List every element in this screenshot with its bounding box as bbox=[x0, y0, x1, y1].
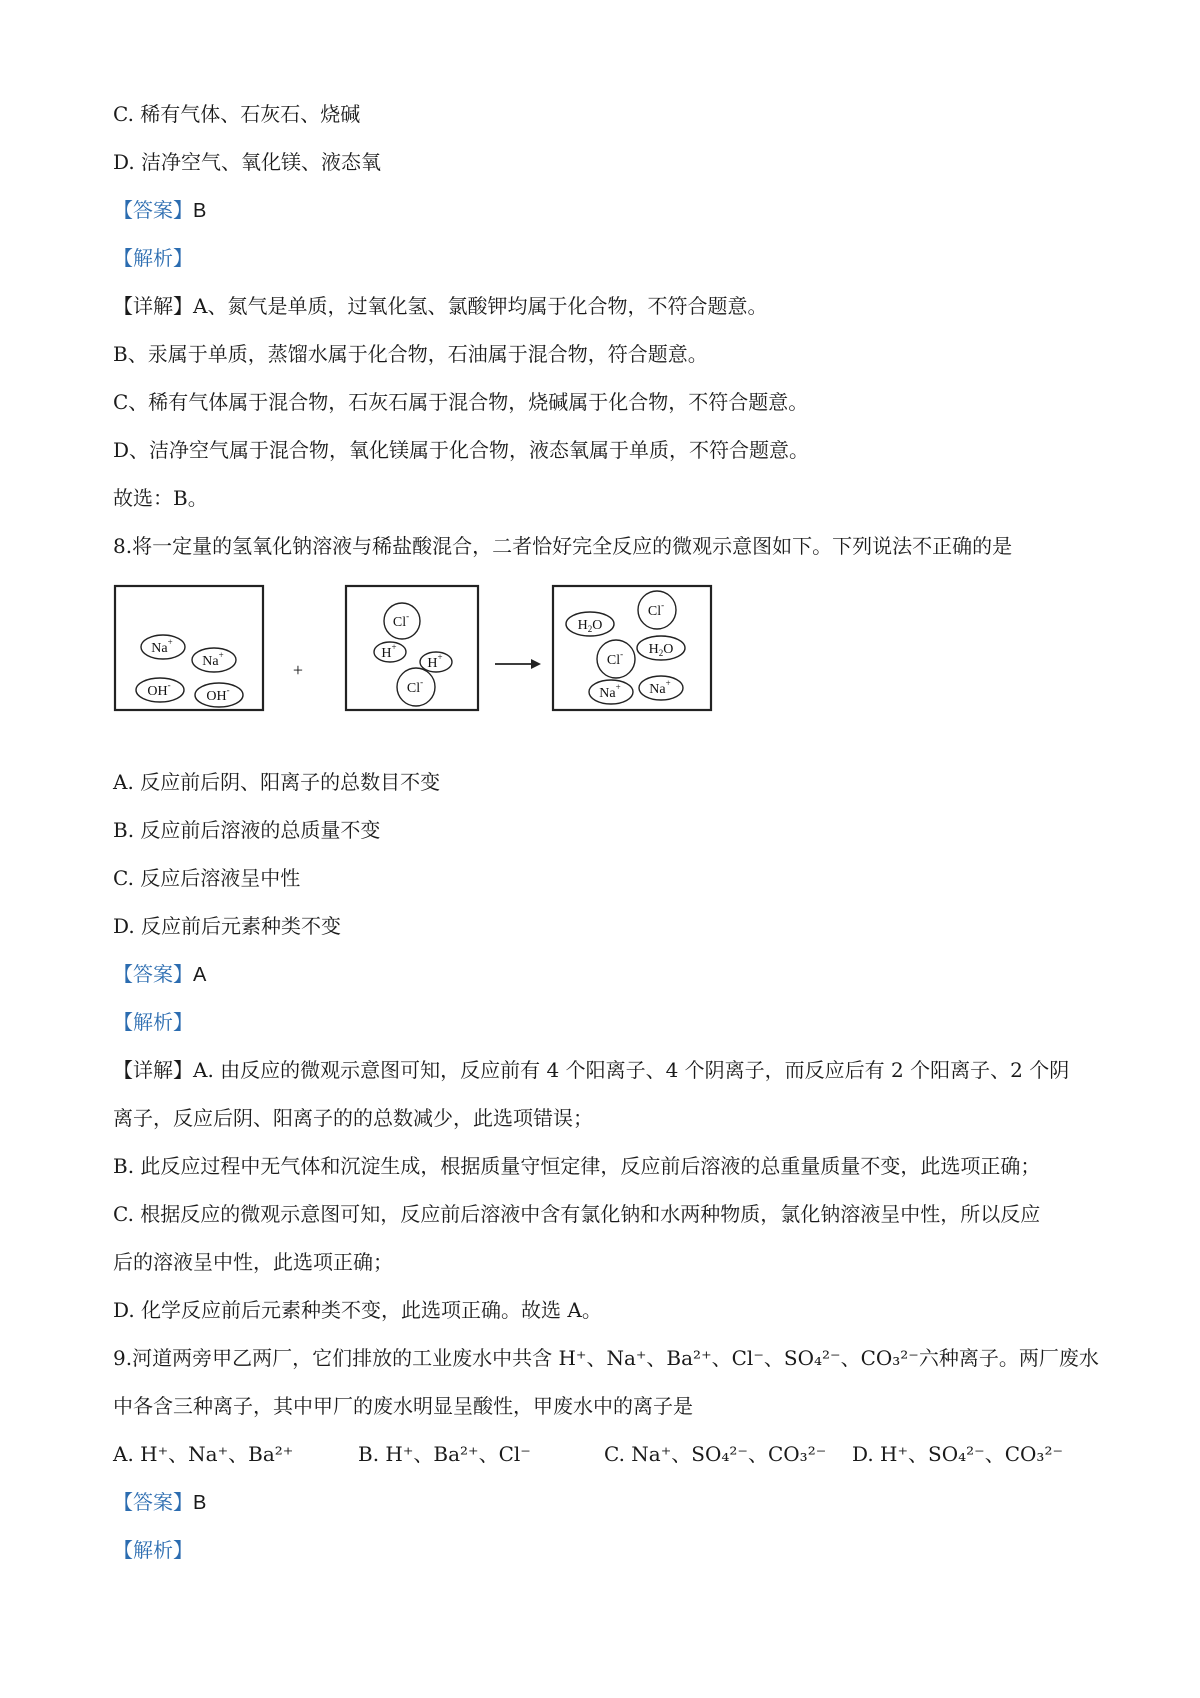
q8-detail-a bbox=[113, 1056, 1069, 1084]
analysis-tag: 【解析】 bbox=[113, 1010, 193, 1034]
svg-text:Cl-: Cl- bbox=[406, 677, 424, 696]
svg-text:H+: H+ bbox=[381, 642, 397, 661]
svg-text:Na+: Na+ bbox=[151, 637, 173, 656]
q7-option-d: D. 洁净空气、氧化镁、液态氧 bbox=[113, 150, 382, 174]
answer-value: B bbox=[193, 200, 207, 222]
reaction-arrow-head bbox=[531, 659, 541, 669]
q7-detail-b: B、汞属于单质，蒸馏水属于化合物，石油属于混合物，符合题意。 bbox=[113, 342, 708, 366]
svg-text:Cl-: Cl- bbox=[392, 611, 410, 630]
q8-detail-a-cont: 离子，反应后阴、阳离子的的总数减少，此选项错误； bbox=[113, 1106, 593, 1130]
ion-cl-minus bbox=[384, 603, 420, 639]
q8-option-b: B. 反应前后溶液的总质量不变 bbox=[113, 818, 381, 842]
q9-stem-line2: 中各含三种离子，其中甲厂的废水明显呈酸性，甲废水中的离子是 bbox=[113, 1394, 693, 1418]
q9-option-c: C. Na⁺、SO₄²⁻、CO₃²⁻ bbox=[604, 1442, 827, 1466]
plus-sign: + bbox=[292, 660, 304, 680]
q8-analysis-tag bbox=[113, 1008, 193, 1036]
q8-option-a: A. 反应前后阴、阳离子的总数目不变 bbox=[113, 770, 441, 794]
q9-stem-prefix: 9.河道两旁甲乙两厂，它们排放的工业废水中共含 bbox=[113, 1346, 559, 1370]
ion-cl-minus bbox=[597, 640, 635, 678]
q9-option-d: D. H⁺、SO₄²⁻、CO₃²⁻ bbox=[852, 1442, 1064, 1466]
detail-tag: 【详解】 bbox=[113, 294, 193, 318]
svg-text:OH-: OH- bbox=[206, 685, 230, 704]
ion-na-plus bbox=[589, 680, 633, 704]
q9-stem-ions: H⁺、Na⁺、Ba²⁺、Cl⁻、SO₄²⁻、CO₃²⁻ bbox=[558, 1346, 919, 1370]
q9-answer bbox=[113, 1488, 206, 1517]
analysis-tag: 【解析】 bbox=[113, 1538, 193, 1562]
q7-detail-d: D、洁净空气属于混合物，氧化镁属于化合物，液态氧属于单质，不符合题意。 bbox=[113, 438, 810, 462]
q9-option-a: A. H⁺、Na⁺、Ba²⁺ bbox=[113, 1442, 294, 1466]
molecule-h2o bbox=[566, 612, 614, 636]
svg-text:Na+: Na+ bbox=[599, 682, 621, 701]
q8-detail-c: C. 根据反应的微观示意图可知，反应前后溶液中含有氯化钠和水两种物质，氯化钠溶液呈中性，所以反应 bbox=[113, 1202, 1041, 1226]
ion-oh-minus bbox=[195, 683, 243, 707]
q7-answer bbox=[113, 196, 206, 225]
q9-analysis-tag bbox=[113, 1536, 193, 1564]
ion-na-plus bbox=[192, 648, 236, 672]
q8-answer bbox=[113, 960, 206, 989]
svg-text:Cl-: Cl- bbox=[647, 600, 665, 619]
ion-cl-minus bbox=[397, 668, 435, 706]
q9-stem-suffix: 六种离子。两厂废水 bbox=[918, 1346, 1099, 1370]
ion-h-plus bbox=[420, 652, 452, 672]
ion-oh-minus bbox=[136, 678, 184, 702]
q7-analysis-tag bbox=[113, 244, 193, 272]
q8-detail-b: B. 此反应过程中无气体和沉淀生成，根据质量守恒定律，反应前后溶液的总重量质量不变，此选项正确； bbox=[113, 1154, 1041, 1178]
q7-conclusion: 故选：B。 bbox=[113, 486, 208, 510]
svg-text:H2O: $H_2O$ bbox=[577, 617, 603, 634]
molecule-h2o bbox=[637, 636, 685, 660]
answer-tag: 【答案】 bbox=[113, 198, 193, 222]
q8-stem: 8.将一定量的氢氧化钠溶液与稀盐酸混合，二者恰好完全反应的微观示意图如下。下列说法不正确的是 bbox=[113, 534, 1013, 558]
answer-tag: 【答案】 bbox=[113, 962, 193, 986]
reaction-diagram bbox=[113, 584, 713, 714]
ion-na-plus bbox=[141, 635, 185, 659]
svg-text:H2O: $H_2O$ bbox=[648, 641, 674, 658]
q8-detail-d: D. 化学反应前后元素种类不变，此选项正确。故选 A。 bbox=[113, 1298, 602, 1322]
q8-option-d: D. 反应前后元素种类不变 bbox=[113, 914, 342, 938]
ion-h-plus bbox=[374, 642, 406, 662]
q7-option-c: C. 稀有气体、石灰石、烧碱 bbox=[113, 102, 361, 126]
detail-text: A. 由反应的微观示意图可知，反应前有 4 个阳离子、4 个阴离子，而反应后有 2 个阳离子、2 个阴 bbox=[193, 1058, 1070, 1082]
svg-text:Na+: Na+ bbox=[649, 678, 671, 697]
q7-detail-a bbox=[113, 292, 767, 320]
answer-tag: 【答案】 bbox=[113, 1490, 193, 1514]
svg-text:H+: H+ bbox=[427, 652, 443, 671]
detail-text: A、氮气是单质，过氧化氢、氯酸钾均属于化合物，不符合题意。 bbox=[193, 294, 768, 318]
q7-detail-c: C、稀有气体属于混合物，石灰石属于混合物，烧碱属于化合物，不符合题意。 bbox=[113, 390, 809, 414]
q8-detail-c-cont: 后的溶液呈中性，此选项正确； bbox=[113, 1250, 393, 1274]
detail-tag: 【详解】 bbox=[113, 1058, 193, 1082]
ion-cl-minus bbox=[638, 591, 676, 629]
analysis-tag: 【解析】 bbox=[113, 246, 193, 270]
svg-text:Na+: Na+ bbox=[202, 650, 224, 669]
answer-value: A bbox=[193, 964, 207, 986]
answer-value: B bbox=[193, 1492, 207, 1514]
ion-na-plus bbox=[639, 676, 683, 700]
q9-option-b: B. H⁺、Ba²⁺、Cl⁻ bbox=[358, 1442, 531, 1466]
svg-text:Cl-: Cl- bbox=[606, 649, 624, 668]
svg-text:OH-: OH- bbox=[147, 680, 171, 699]
q8-option-c: C. 反应后溶液呈中性 bbox=[113, 866, 301, 890]
q9-stem bbox=[113, 1344, 1099, 1372]
